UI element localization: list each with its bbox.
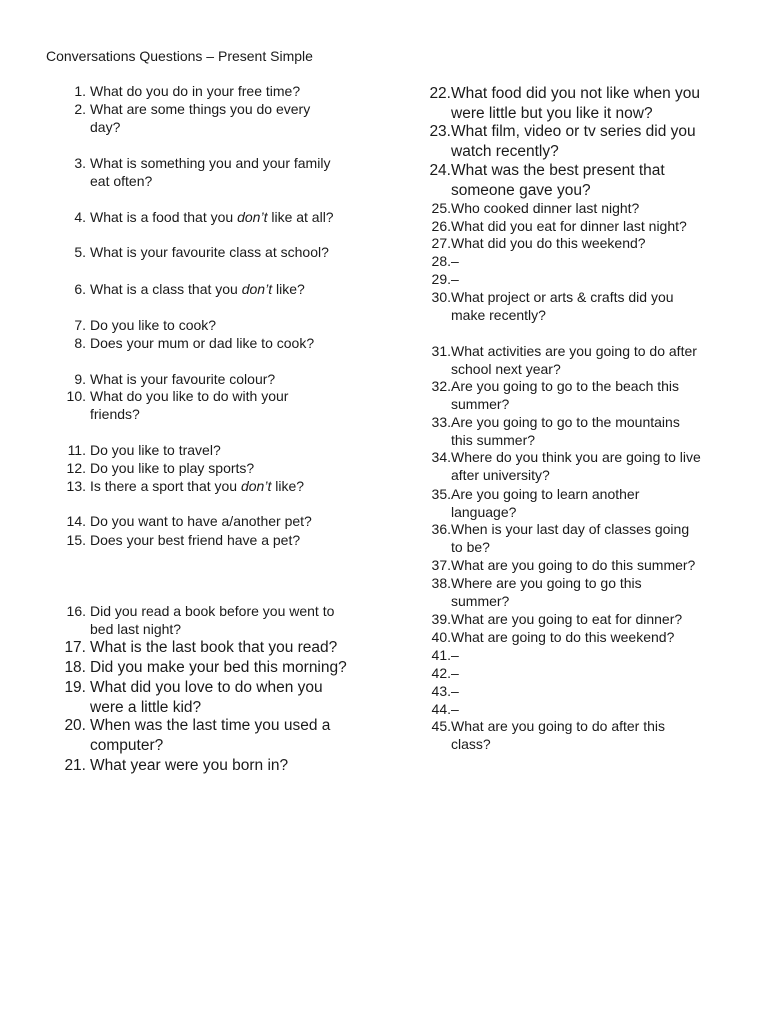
question-number: 9.: [74, 371, 86, 387]
question-number: 5.: [74, 244, 86, 260]
question-line: What did you eat for dinner last night?: [451, 218, 687, 234]
question-item: [50, 512, 312, 530]
question-line: bed last night?: [90, 621, 182, 637]
question-text: [90, 512, 312, 530]
question-item: [420, 682, 459, 700]
question-text: [451, 628, 674, 646]
question-number: 19.: [64, 679, 86, 696]
question-number: 29.: [431, 271, 451, 287]
question-item: [50, 280, 305, 298]
question-line: Where do you think you are going to live: [451, 449, 701, 465]
question-number: 38.: [431, 575, 451, 591]
question-text-start: What is a class that you: [90, 281, 242, 297]
question-number: 10.: [66, 388, 86, 404]
question-line: Did you read a book before you went to: [90, 603, 335, 619]
question-line: What year were you born in?: [90, 757, 289, 774]
question-number: 28.: [431, 253, 451, 269]
question-text: [90, 82, 300, 100]
question-line: –: [451, 253, 459, 269]
question-number: 11.: [67, 442, 86, 458]
question-line: What do you do in your free time?: [90, 83, 301, 99]
question-line: [90, 208, 334, 226]
question-line: Are you going to go to the mountains: [451, 414, 680, 430]
question-item: [420, 448, 701, 484]
question-item: [420, 628, 674, 646]
question-line: What food did you not like when you: [451, 85, 701, 102]
question-text: [90, 208, 334, 226]
question-item: [420, 413, 680, 449]
question-line: What is something you and your family: [90, 155, 331, 171]
question-line: –: [451, 701, 459, 717]
question-item: [420, 377, 679, 413]
question-text: [451, 485, 639, 521]
question-item: [50, 370, 275, 388]
emphasis-word: don’t: [240, 478, 272, 494]
question-text: [90, 459, 254, 477]
question-line: computer?: [90, 736, 164, 754]
question-text-end: like at all?: [267, 209, 334, 225]
question-line: What are you going to do after this: [451, 718, 666, 734]
question-line: –: [451, 665, 459, 681]
question-line: What did you love to do when you: [90, 679, 323, 696]
question-item: [420, 199, 639, 217]
question-item: [420, 217, 687, 235]
question-item: [420, 252, 459, 270]
question-number: 18.: [64, 659, 86, 676]
question-item: [420, 574, 642, 610]
question-number: 1.: [74, 83, 86, 99]
question-number: 12.: [66, 460, 86, 476]
page-title: Conversations Questions – Present Simple: [46, 48, 313, 64]
question-line: class?: [451, 736, 491, 752]
question-item: [50, 531, 300, 549]
question-line: What do you like to do with your: [90, 388, 289, 404]
question-number: 13.: [66, 478, 86, 494]
question-text: [451, 217, 687, 235]
question-text: [451, 84, 700, 123]
question-text: [451, 288, 674, 324]
question-text: [451, 270, 459, 288]
question-number: 30.: [431, 289, 451, 305]
question-line: make recently?: [451, 307, 546, 323]
question-line: Are you going to learn another: [451, 486, 640, 502]
question-line: summer?: [451, 593, 510, 609]
question-line: What is the last book that you read?: [90, 639, 338, 656]
question-text-start: Is there a sport that you: [90, 478, 241, 494]
question-text: [90, 243, 329, 261]
question-text: [451, 574, 642, 610]
question-text: [451, 377, 679, 413]
question-item: [50, 638, 337, 658]
question-text: [451, 161, 665, 200]
question-text: [90, 100, 310, 136]
question-number: 20.: [64, 717, 86, 734]
question-line: after university?: [451, 467, 550, 483]
question-line: –: [451, 647, 459, 663]
question-text: [451, 664, 459, 682]
question-line: day?: [90, 119, 121, 135]
question-item: [420, 234, 646, 252]
question-item: [50, 477, 304, 495]
question-item: [420, 520, 689, 556]
question-item: [50, 459, 254, 477]
question-text: [90, 531, 300, 549]
question-item: [50, 441, 221, 459]
question-line: When was the last time you used a: [90, 717, 331, 734]
question-number: 43.: [431, 683, 451, 699]
question-number: 33.: [431, 414, 451, 430]
question-line: What are you going to eat for dinner?: [451, 611, 683, 627]
question-text: [90, 756, 288, 776]
question-line: When is your last day of classes going: [451, 521, 690, 537]
question-text: [451, 646, 459, 664]
question-text-start: What is a food that you: [90, 209, 238, 225]
question-text: [90, 280, 305, 298]
question-text: [90, 441, 221, 459]
question-item: [420, 700, 459, 718]
question-number: 27.: [431, 235, 451, 251]
question-line: language?: [451, 504, 517, 520]
question-line: Who cooked dinner last night?: [451, 200, 640, 216]
question-item: [50, 716, 330, 755]
question-text: [90, 602, 334, 638]
question-line: Does your best friend have a pet?: [90, 532, 301, 548]
question-item: [50, 154, 330, 190]
question-number: 41.: [431, 647, 451, 663]
question-number: 7.: [74, 317, 86, 333]
question-text: [90, 638, 337, 658]
question-number: 44.: [431, 701, 451, 717]
question-number: 8.: [74, 335, 86, 351]
question-line: were little but you like it now?: [451, 104, 653, 122]
question-item: [50, 208, 334, 226]
question-text: [90, 316, 216, 334]
question-number: 3.: [74, 155, 86, 171]
question-number: 36.: [431, 521, 451, 537]
question-text: [90, 658, 347, 678]
question-line: What is your favourite class at school?: [90, 244, 329, 260]
question-line: What are some things you do every: [90, 101, 311, 117]
question-number: 32.: [431, 378, 451, 394]
question-text: [451, 234, 646, 252]
question-line: [90, 280, 305, 298]
question-item: [420, 122, 696, 161]
question-line: –: [451, 683, 459, 699]
question-number: 22.: [429, 85, 451, 102]
question-text: [451, 556, 695, 574]
question-number: 2.: [74, 101, 86, 117]
question-item: [50, 602, 334, 638]
question-number: 15.: [66, 532, 86, 548]
question-number: 23.: [429, 123, 451, 140]
question-text: [451, 413, 680, 449]
question-item: [420, 161, 665, 200]
question-text: [451, 448, 701, 484]
question-number: 37.: [431, 557, 451, 573]
question-text: [90, 678, 323, 717]
question-number: 21.: [64, 757, 86, 774]
question-item: [420, 717, 665, 753]
question-item: [420, 84, 700, 123]
question-number: 31.: [431, 343, 451, 359]
question-number: 26.: [431, 218, 451, 234]
question-line: to be?: [451, 539, 490, 555]
question-text-end: like?: [271, 478, 305, 494]
question-number: 17.: [64, 639, 86, 656]
question-item: [50, 100, 310, 136]
question-line: someone gave you?: [451, 181, 591, 199]
question-item: [420, 342, 697, 378]
question-item: [420, 288, 674, 324]
question-text: [451, 717, 665, 753]
question-number: 4.: [74, 209, 86, 225]
question-number: 16.: [66, 603, 86, 619]
question-text: [451, 682, 459, 700]
question-text: [90, 477, 304, 495]
question-line: What is your favourite colour?: [90, 371, 276, 387]
question-number: 35.: [431, 486, 451, 502]
question-number: 45.: [431, 718, 451, 734]
question-line: What was the best present that: [451, 162, 665, 179]
question-line: What are going to do this weekend?: [451, 629, 675, 645]
question-number: 24.: [429, 162, 451, 179]
question-text: [451, 252, 459, 270]
question-number: 34.: [431, 449, 451, 465]
question-line: eat often?: [90, 173, 153, 189]
question-line: [90, 477, 304, 495]
question-item: [420, 664, 459, 682]
question-item: [50, 678, 323, 717]
emphasis-word: don’t: [241, 281, 273, 297]
question-text: [90, 387, 288, 423]
question-item: [50, 316, 216, 334]
question-line: What activities are you going to do after: [451, 343, 697, 359]
question-text: [451, 122, 696, 161]
question-line: Do you like to play sports?: [90, 460, 255, 476]
question-text-end: like?: [272, 281, 305, 297]
question-item: [420, 610, 682, 628]
question-line: What did you do this weekend?: [451, 235, 646, 251]
question-line: this summer?: [451, 432, 536, 448]
question-line: Do you like to travel?: [90, 442, 221, 458]
question-text: [451, 199, 639, 217]
question-line: What are you going to do this summer?: [451, 557, 696, 573]
question-item: [420, 556, 695, 574]
question-line: What project or arts & crafts did you: [451, 289, 674, 305]
question-item: [50, 334, 314, 352]
question-line: Do you like to cook?: [90, 317, 217, 333]
question-item: [50, 387, 288, 423]
question-number: 6.: [74, 281, 86, 297]
question-text: [90, 716, 330, 755]
question-item: [420, 270, 459, 288]
question-item: [50, 243, 329, 261]
question-item: [420, 646, 459, 664]
question-line: –: [451, 271, 459, 287]
question-line: Do you want to have a/another pet?: [90, 513, 312, 529]
question-number: 42.: [431, 665, 451, 681]
emphasis-word: don’t: [237, 209, 268, 225]
question-line: Are you going to go to the beach this: [451, 378, 680, 394]
question-line: friends?: [90, 406, 140, 422]
question-item: [50, 756, 288, 776]
question-line: school next year?: [451, 361, 561, 377]
question-number: 14.: [66, 513, 86, 529]
question-text: [451, 342, 697, 378]
question-text: [90, 154, 330, 190]
question-text: [451, 520, 689, 556]
question-text: [451, 610, 682, 628]
question-line: were a little kid?: [90, 698, 202, 716]
question-item: [50, 82, 300, 100]
question-text: [451, 700, 459, 718]
question-item: [50, 658, 347, 678]
question-item: [420, 485, 639, 521]
question-line: Where are you going to go this: [451, 575, 642, 591]
question-line: Did you make your bed this morning?: [90, 659, 347, 676]
question-line: watch recently?: [451, 142, 559, 160]
question-number: 25.: [431, 200, 451, 216]
question-number: 39.: [431, 611, 451, 627]
question-line: summer?: [451, 396, 510, 412]
question-text: [90, 370, 275, 388]
question-number: 40.: [431, 629, 451, 645]
question-line: Does your mum or dad like to cook?: [90, 335, 315, 351]
question-text: [90, 334, 314, 352]
question-line: What film, video or tv series did you: [451, 123, 696, 140]
